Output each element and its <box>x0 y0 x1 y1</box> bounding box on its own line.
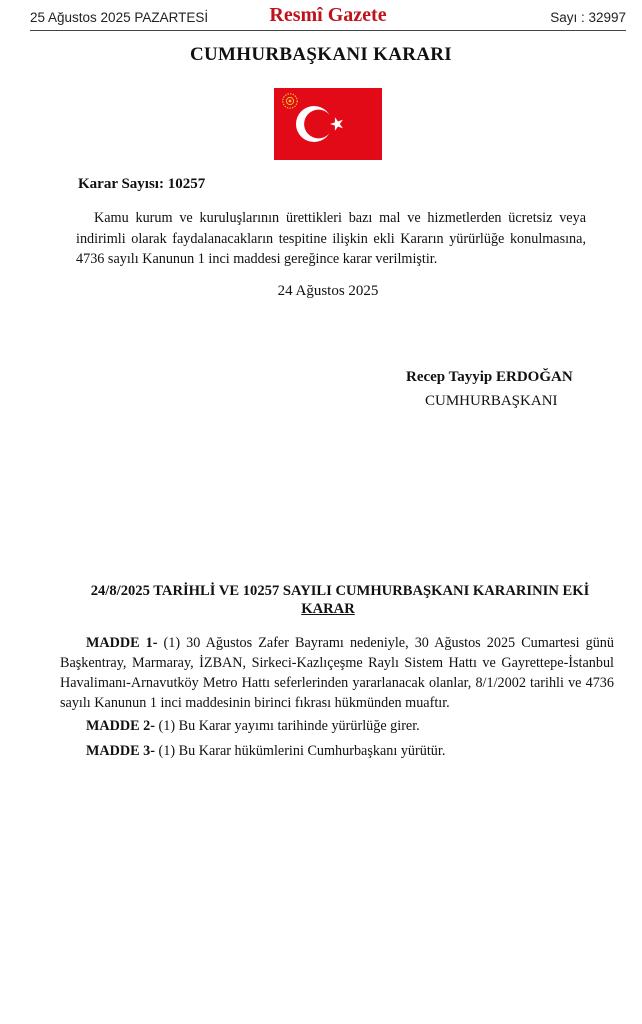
annex-heading: 24/8/2025 TARİHLİ VE 10257 SAYILI CUMHURBAŞKANI KARARININ EKİ <box>90 583 590 599</box>
article-2 <box>60 716 614 736</box>
masthead <box>30 4 626 30</box>
decision-date: 24 Ağustos 2025 <box>277 283 379 299</box>
decision-number: Karar Sayısı: 10257 <box>78 176 206 192</box>
article-1 <box>60 633 614 713</box>
signatory-title: CUMHURBAŞKANI <box>425 393 558 409</box>
article-label: MADDE 1- <box>86 635 158 651</box>
article-text: (1) Bu Karar hükümlerini Cumhurbaşkanı yürütür. <box>154 743 446 759</box>
masthead-date: 25 Ağustos 2025 PAZARTESİ <box>30 10 209 25</box>
annex-subheading: KARAR <box>301 601 355 617</box>
document-title: CUMHURBAŞKANI KARARI <box>190 44 452 65</box>
masthead-divider <box>30 30 626 31</box>
preamble-paragraph: Kamu kurum ve kuruluşlarının ürettikleri bazı mal ve hizmetlerden ücretsiz veya indirimli olarak faydalanacakların tespitine ilişkin ekli Kararın yürürlüğe konulmasına, 4736 sayılı Kanunun 1 inci maddesi gereğince karar verilmiştir. <box>76 210 586 267</box>
article-text: (1) Bu Karar yayımı tarihinde yürürlüğe girer. <box>154 718 420 734</box>
turkish-flag-icon <box>274 88 382 160</box>
article-label: MADDE 2- <box>86 718 155 734</box>
masthead-issue-number: Sayı : 32997 <box>550 10 626 25</box>
article-text: (1) 30 Ağustos Zafer Bayramı nedeniyle, 30 Ağustos 2025 Cumartesi günü Başkentray, Marmaray, İZBAN, Sirkeci-Kazlıçeşme Raylı Sistem Hattı ve Gayrettepe-İstanbul Havalimanı-Arnavutköy Metro Hattı seferlerinden yararlanacak olanlar, 8/1/2002 tarihli ve 4736 sayılı Kanunun 1 inci maddesinin birinci fıkrası hükmünden muaftır. <box>60 635 614 711</box>
article-3 <box>60 741 614 761</box>
masthead-title: Resmî Gazete <box>269 4 387 26</box>
article-label: MADDE 3- <box>86 743 155 759</box>
signatory-name: Recep Tayyip ERDOĞAN <box>406 369 573 385</box>
